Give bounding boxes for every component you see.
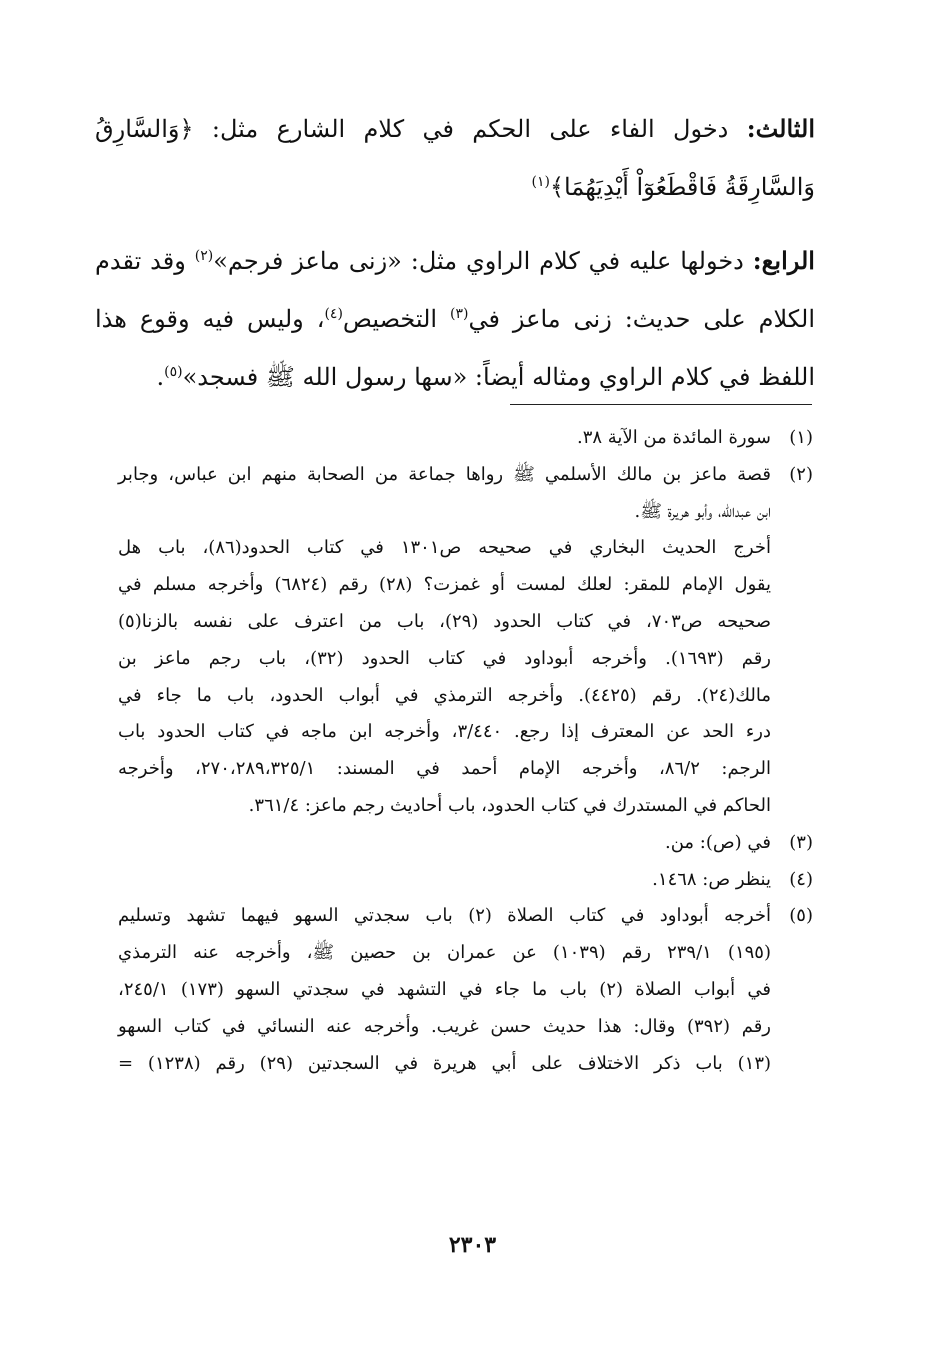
footnote-line: يقول الإمام للمقر: لعلك لمست أو غمزت؟ (٢٨) رقم (٦٨٢٤) وأخرجه مسلم في <box>118 574 771 596</box>
footnote-text: ينظر ص: ١٤٦٨. <box>652 868 771 890</box>
footnote-line: في أبواب الصلاة (٢) باب ما جاء في التشهد في سجدتي السهو (١٧٣) ٢٤٥/١، <box>118 978 771 1000</box>
footnote-separator <box>510 404 812 405</box>
footnote-number: (١) <box>789 427 813 448</box>
footnote-number: (٣) <box>789 831 813 853</box>
footnote-line: أخرج الحديث البخاري في صحيحه ص١٣٠١ في كتاب الحدود(٨٦)، باب هل <box>118 537 771 559</box>
footnote-1 <box>118 420 813 457</box>
footnote-line: مالك(٢٤). رقم (٤٤٢٥). وأخرجه الترمذي في أبواب الحدود، باب ما جاء في <box>118 684 771 706</box>
footnote-3 <box>118 825 813 862</box>
footnote-5 <box>118 898 813 1082</box>
paragraph-end: . <box>156 363 165 391</box>
paragraph-text: ، وليس فيه وقوع هذا اللفظ في كلام الراوي ومثاله أيضاً: «سها رسول الله ﷺ فسجد» <box>95 305 815 391</box>
footnote-number: (٥) <box>789 905 813 927</box>
footnote-text: سورة المائدة من الآية ٣٨. <box>576 427 771 448</box>
footnote-line: رقم (٣٩٢) وقال: هذا حديث حسن غريب. وأخرجه عنه النسائي في كتاب السهو <box>118 1015 771 1037</box>
footnote-line: أخرجه أبوداود في كتاب الصلاة (٢) باب سجدتي السهو فيهما تشهد وتسليم <box>118 905 771 927</box>
footnote-ref: (٣) <box>450 306 469 322</box>
footnote-line: قصة ماعز بن مالك الأسلمي ﷺ رواها جماعة من الصحابة منهم ابن عباس، وجابر <box>118 463 771 485</box>
main-text <box>95 100 815 406</box>
paragraph-label: الثالث: <box>746 114 815 143</box>
paragraph-label: الرابع: <box>752 246 815 275</box>
footnote-line: ابن عبدالله، وأبو هريرة ﷺ. <box>634 500 771 522</box>
footnote-line: صحيحه ص٧٠٣، في كتاب الحدود (٢٩)، باب من اعترف على نفسه بالزنا(٥) <box>118 610 771 632</box>
footnotes <box>118 420 813 1082</box>
paragraph-text: دخولها عليه في كلام الراوي مثل: «زنى ماعز فرجم» <box>213 247 744 275</box>
footnote-number: (٤) <box>789 868 813 890</box>
footnote-line: (١٣) باب ذكر الاختلاف على أبي هريرة في السجدتين (٢٩) رقم (١٢٣٨) = <box>118 1052 772 1074</box>
footnote-line: رقم (١٦٩٣). وأخرجه أبوداود في كتاب الحدود (٣٢)، باب رجم ماعز بن <box>118 647 771 669</box>
footnote-line: الرجم: ٨٦/٢، وأخرجه الإمام أحمد في المسند: ٢٧٠،٢٨٩،٣٢٥/١، وأخرجه <box>118 758 771 780</box>
footnote-number: (٢) <box>789 463 813 485</box>
paragraph-text: التخصيص <box>342 305 438 333</box>
footnote-4 <box>118 862 813 899</box>
footnote-line: (١٩٥) ٢٣٩/١ رقم (١٠٣٩) عن عمران بن حصين ﷺ، وأخرجه عنه الترمذي <box>118 942 771 964</box>
footnote-2 <box>118 457 813 825</box>
footnote-line: الحاكم في المستدرك في كتاب الحدود، باب أحاديث رجم ماعز: ٣٦١/٤. <box>248 794 771 816</box>
footnote-ref: (٢) <box>194 248 214 264</box>
footnote-ref: (١) <box>531 174 550 190</box>
paragraph-third <box>95 100 815 216</box>
footnote-ref: (٤) <box>324 306 343 322</box>
footnote-text: في (ص): من. <box>665 831 771 853</box>
footnote-ref: (٥) <box>164 364 183 380</box>
page-number: ٢٣٠٣ <box>448 1232 497 1258</box>
footnote-line: درء الحد عن المعترف إذا رجع. ٣/٤٤٠، وأخرجه ابن ماجه في كتاب الحدود باب <box>118 721 772 743</box>
paragraph-text: دخول الفاء على الحكم في كلام الشارع مثل: ﴿وَالسَّارِقُ وَالسَّارِقَةُ فَاقْطَعُوٓاْ أَيْدِيَهُمَا﴾ <box>95 115 815 201</box>
paragraph-fourth <box>95 232 815 406</box>
paragraph-text: وقد تقدم الكلام على حديث: زنى ماعز في <box>95 247 815 333</box>
